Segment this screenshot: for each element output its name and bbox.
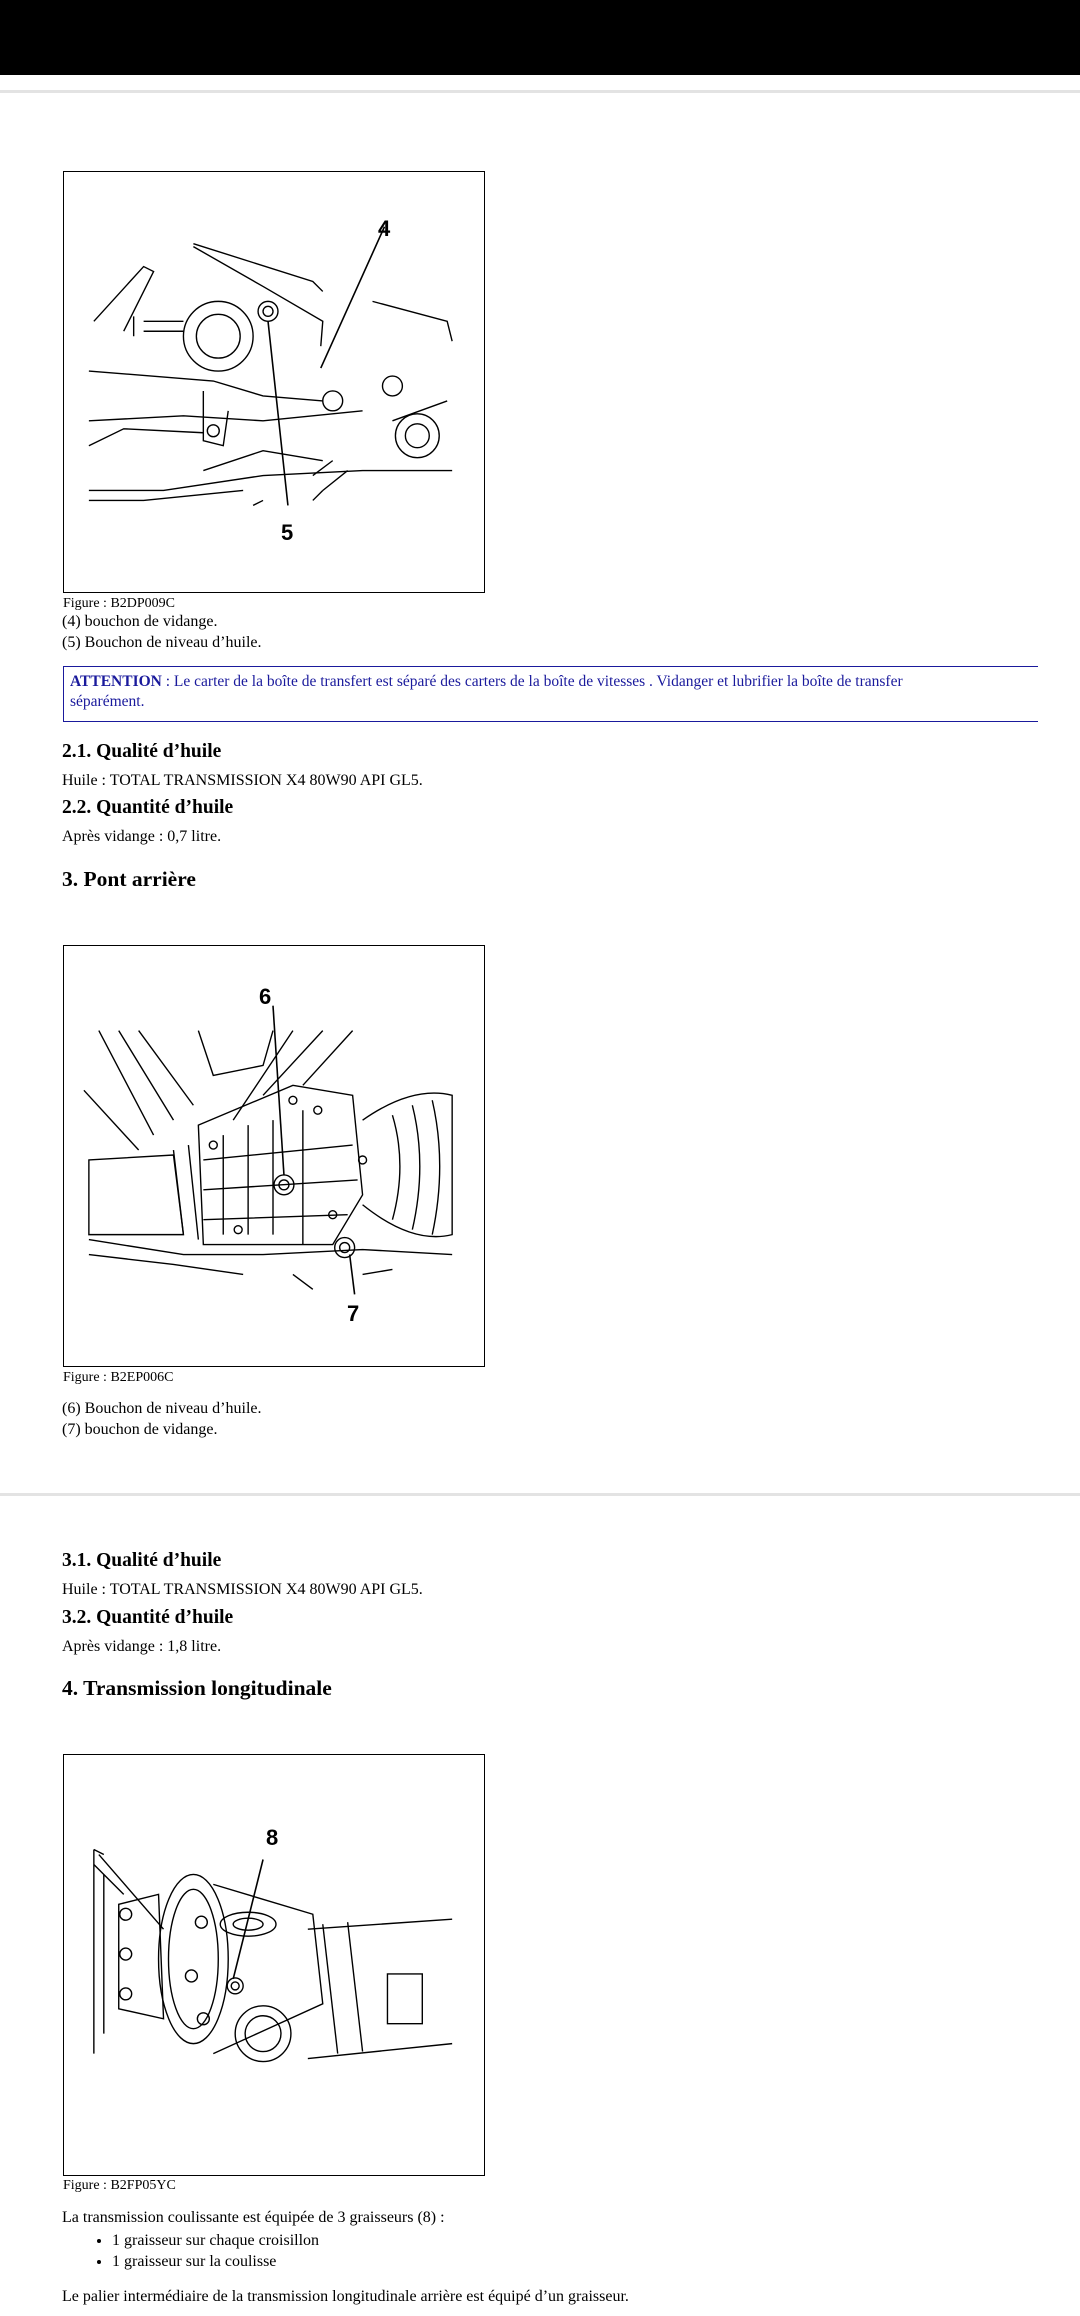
list-item: • 1 graisseur sur chaque croisillon — [112, 2230, 319, 2251]
attention-label: ATTENTION — [70, 673, 162, 690]
figure-caption: Figure : B2DP009C — [63, 596, 176, 611]
paragraph: Après vidange : 1,8 litre. — [62, 1638, 222, 1655]
legend-item: (6) Bouchon de niveau d’huile. — [62, 1400, 262, 1417]
attention-text: : Le carter de la boîte de transfert est séparé des carters de la boîte de vitesses . Vidanger et lubrifier la boîte de transfer — [161, 673, 903, 690]
attention-text-cont: séparément. — [70, 693, 145, 710]
callout-8: 8 — [266, 1825, 279, 1850]
list-item: • 1 graisseur sur la coulisse — [112, 2251, 319, 2272]
figure-b2fp05yc — [63, 1754, 485, 2176]
paragraph: Le palier intermédiaire de la transmission longitudinale arrière est équipé d’un graisseur. — [62, 2288, 629, 2305]
propeller-shaft-drawing — [64, 1755, 484, 2175]
legend-item: (5) Bouchon de niveau d’huile. — [62, 634, 262, 651]
figure-caption: Figure : B2EP006C — [63, 1370, 174, 1385]
callout-4: 4 — [378, 216, 391, 241]
figure-caption: Figure : B2FP05YC — [63, 2178, 176, 2193]
divider — [0, 90, 1080, 93]
rear-axle-drawing — [64, 946, 484, 1366]
figure-b2dp009c — [63, 171, 485, 593]
figure-b2ep006c — [63, 945, 485, 1367]
subheading: 2.1. Qualité d’huile — [62, 741, 222, 762]
section-heading: 3. Pont arrière — [62, 867, 196, 891]
paragraph: Après vidange : 0,7 litre. — [62, 828, 222, 845]
divider — [0, 1493, 1080, 1496]
transfer-case-drawing — [64, 172, 484, 592]
callout-5: 5 — [281, 520, 294, 545]
paragraph: Huile : TOTAL TRANSMISSION X4 80W90 API GL5. — [62, 772, 423, 789]
callout-6: 6 — [259, 984, 272, 1009]
bullet-list — [62, 2230, 319, 2272]
section-heading: 4. Transmission longitudinale — [62, 1676, 332, 1700]
subheading: 3.1. Qualité d’huile — [62, 1550, 222, 1571]
paragraph: Huile : TOTAL TRANSMISSION X4 80W90 API GL5. — [62, 1581, 423, 1598]
top-app-bar — [0, 0, 1080, 75]
legend-item: (7) bouchon de vidange. — [62, 1421, 218, 1438]
attention-notice — [63, 666, 1038, 722]
legend-item: (4) bouchon de vidange. — [62, 613, 218, 630]
subheading: 2.2. Quantité d’huile — [62, 797, 234, 818]
callout-7: 7 — [347, 1301, 360, 1326]
subheading: 3.2. Quantité d’huile — [62, 1607, 234, 1628]
paragraph: La transmission coulissante est équipée de 3 graisseurs (8) : — [62, 2209, 445, 2226]
